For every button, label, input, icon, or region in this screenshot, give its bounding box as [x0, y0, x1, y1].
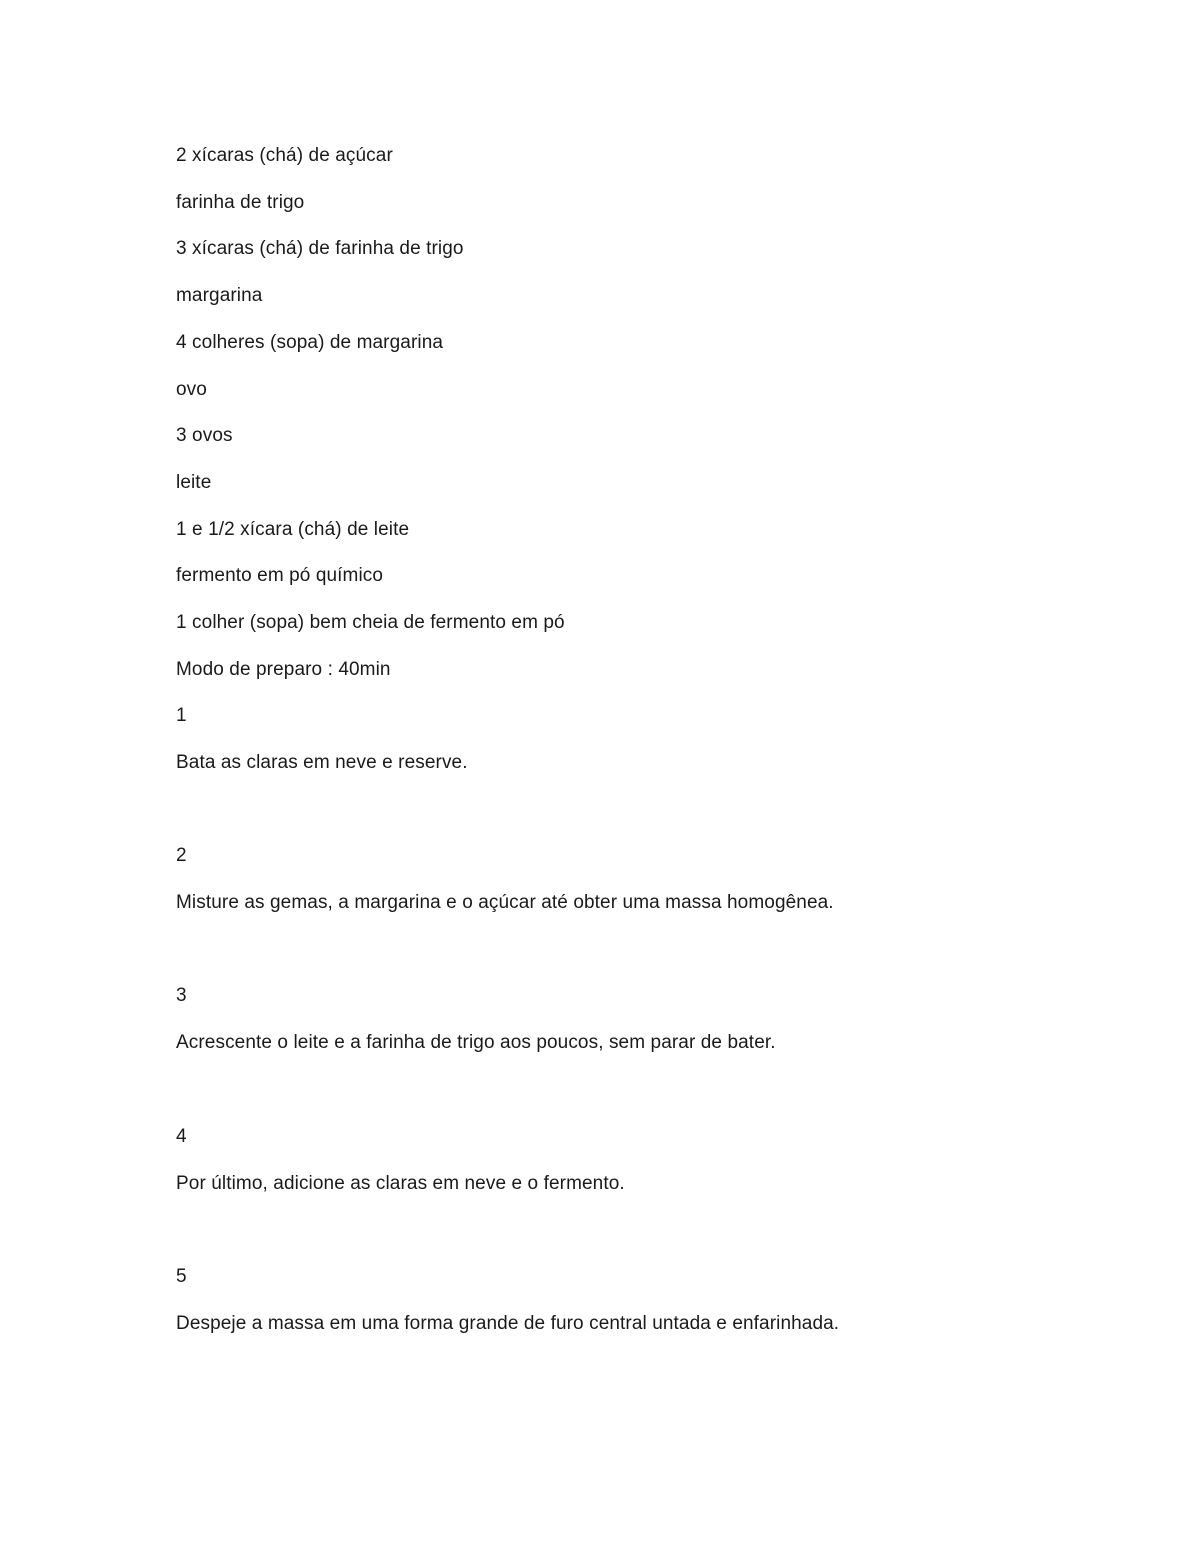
ingredient-line: 2 xícaras (chá) de açúcar — [176, 145, 393, 166]
ingredient-line: 1 colher (sopa) bem cheia de fermento em pó — [176, 612, 565, 633]
preparation-heading: Modo de preparo : 40min — [176, 659, 391, 680]
ingredient-line: margarina — [176, 285, 263, 306]
ingredient-line: fermento em pó químico — [176, 565, 384, 586]
step-number: 3 — [176, 985, 187, 1006]
step-text: Bata as claras em neve e reserve. — [176, 752, 468, 773]
step-text: Despeje a massa em uma forma grande de furo central untada e enfarinhada. — [176, 1313, 840, 1334]
ingredient-line: 3 ovos — [176, 425, 233, 446]
ingredient-line: 3 xícaras (chá) de farinha de trigo — [176, 238, 464, 259]
ingredient-line: 4 colheres (sopa) de margarina — [176, 332, 444, 353]
step-number: 5 — [176, 1266, 187, 1287]
step-number: 4 — [176, 1126, 187, 1147]
step-number: 2 — [176, 845, 187, 866]
step-text: Por último, adicione as claras em neve e o fermento. — [176, 1173, 625, 1194]
ingredient-line: 1 e 1/2 xícara (chá) de leite — [176, 519, 410, 540]
step-text: Misture as gemas, a margarina e o açúcar até obter uma massa homogênea. — [176, 892, 834, 913]
step-number: 1 — [176, 705, 187, 726]
ingredient-line: ovo — [176, 379, 207, 400]
ingredient-line: farinha de trigo — [176, 192, 305, 213]
step-text: Acrescente o leite e a farinha de trigo aos poucos, sem parar de bater. — [176, 1032, 776, 1053]
ingredient-line: leite — [176, 472, 212, 493]
